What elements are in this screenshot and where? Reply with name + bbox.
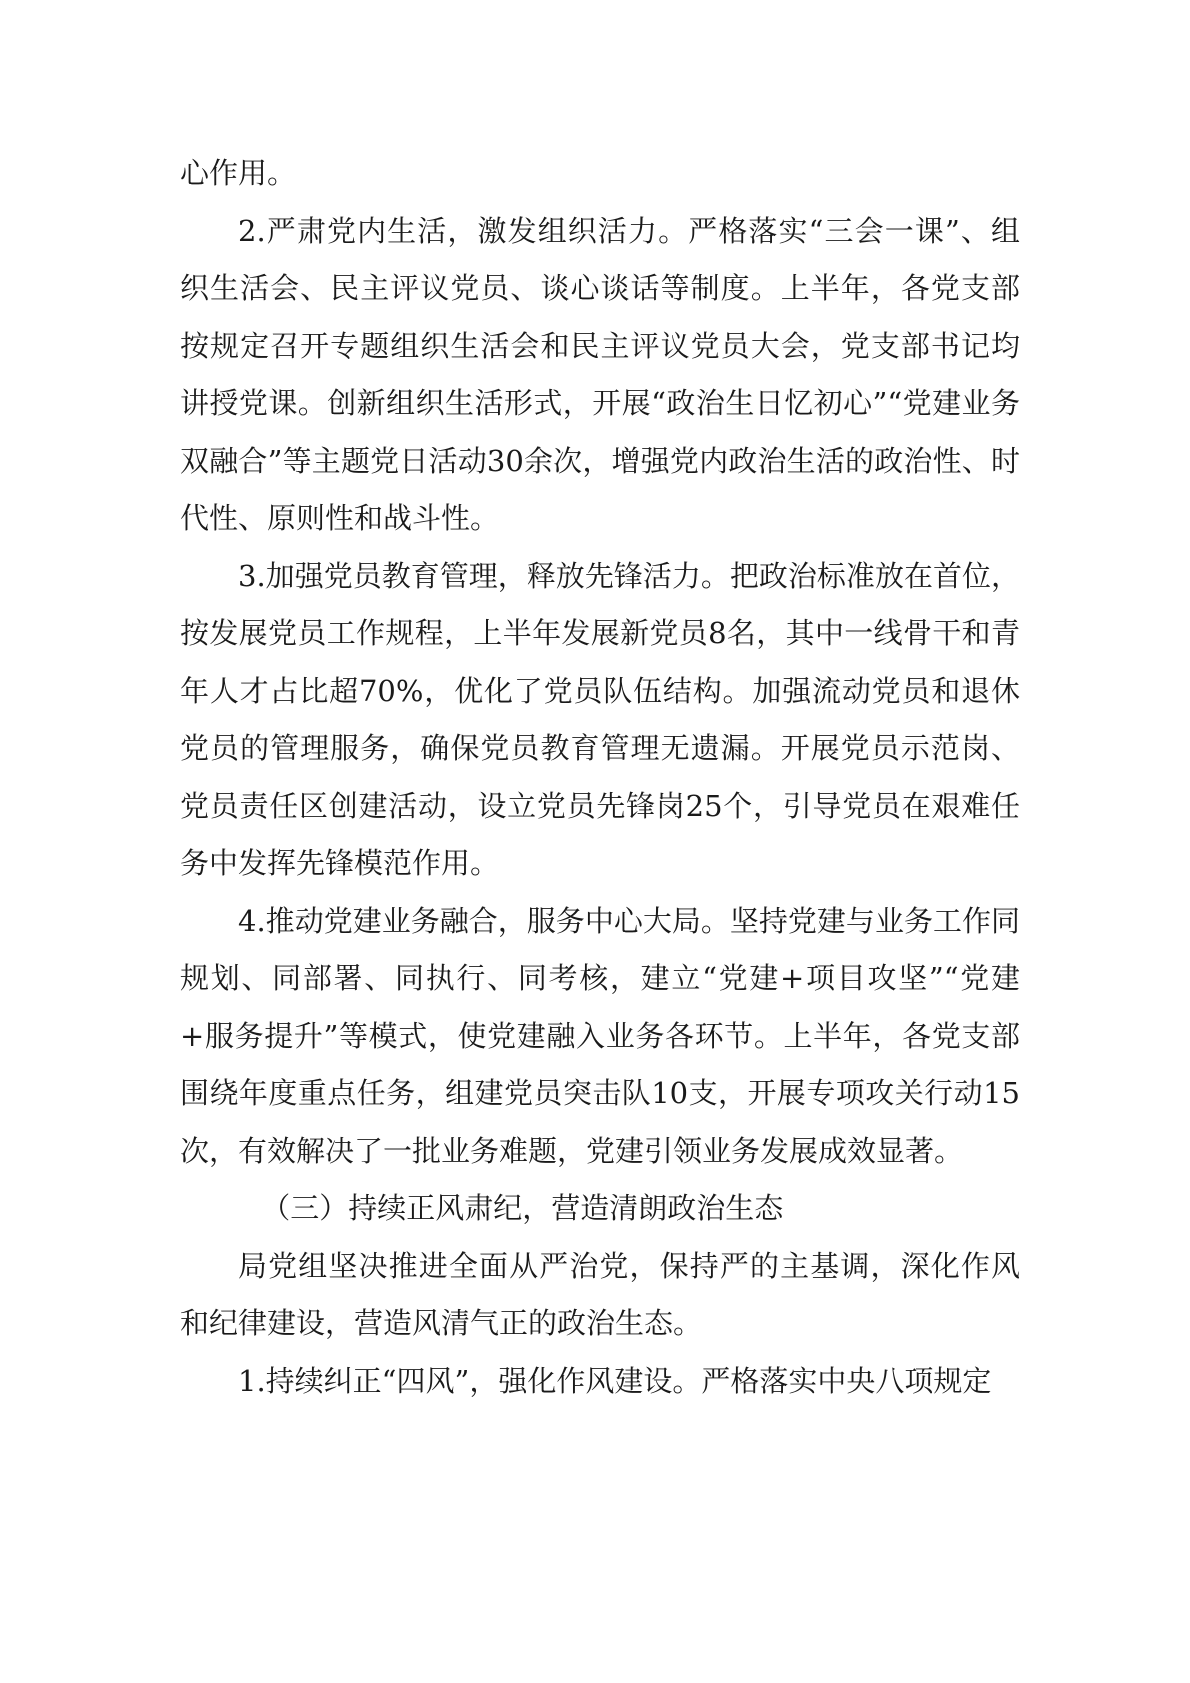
paragraph-member-education: 3.加强党员教育管理，释放先锋活力。把政治标准放在首位，按发展党员工作规程，上半年发展新党员8名，其中一线骨干和青年人才占比超70%，优化了党员队伍结构。加强流动党员和退休党员的管理服务，确保党员教育管理无遗漏。开展党员示范岗、党员责任区创建活动，设立党员先锋岗25个，引导党员在艰难任务中发挥先锋模范作用。	[180, 558, 1020, 880]
document-body	[180, 145, 1020, 1410]
paragraph-section-intro: 局党组坚决推进全面从严治党，保持严的主基调，深化作风和纪律建设，营造风清气正的政治生态。	[180, 1248, 1020, 1340]
section-heading: （三）持续正风肃纪，营造清朗政治生态	[261, 1191, 784, 1225]
paragraph-continuation: 心作用。	[180, 156, 297, 190]
paragraph-business-integration: 4.推动党建业务融合，服务中心大局。坚持党建与业务工作同规划、同部署、同执行、同考核，建立“党建+项目攻坚”“党建+服务提升”等模式，使党建融入业务各环节。上半年，各党支部围绕年度重点任务，组建党员突击队10支，开展专项攻关行动15次，有效解决了一批业务难题，党建引领业务发展成效显著。	[180, 903, 1020, 1168]
paragraph-party-life: 2.严肃党内生活，激发组织活力。严格落实“三会一课”、组织生活会、民主评议党员、谈心谈话等制度。上半年，各党支部按规定召开专题组织生活会和民主评议党员大会，党支部书记均讲授党课。创新组织生活形式，开展“政治生日忆初心”“党建业务双融合”等主题党日活动30余次，增强党内政治生活的政治性、时代性、原则性和战斗性。	[180, 213, 1020, 535]
paragraph-four-winds: 1.持续纠正“四风”，强化作风建设。严格落实中央八项规定	[238, 1363, 992, 1398]
